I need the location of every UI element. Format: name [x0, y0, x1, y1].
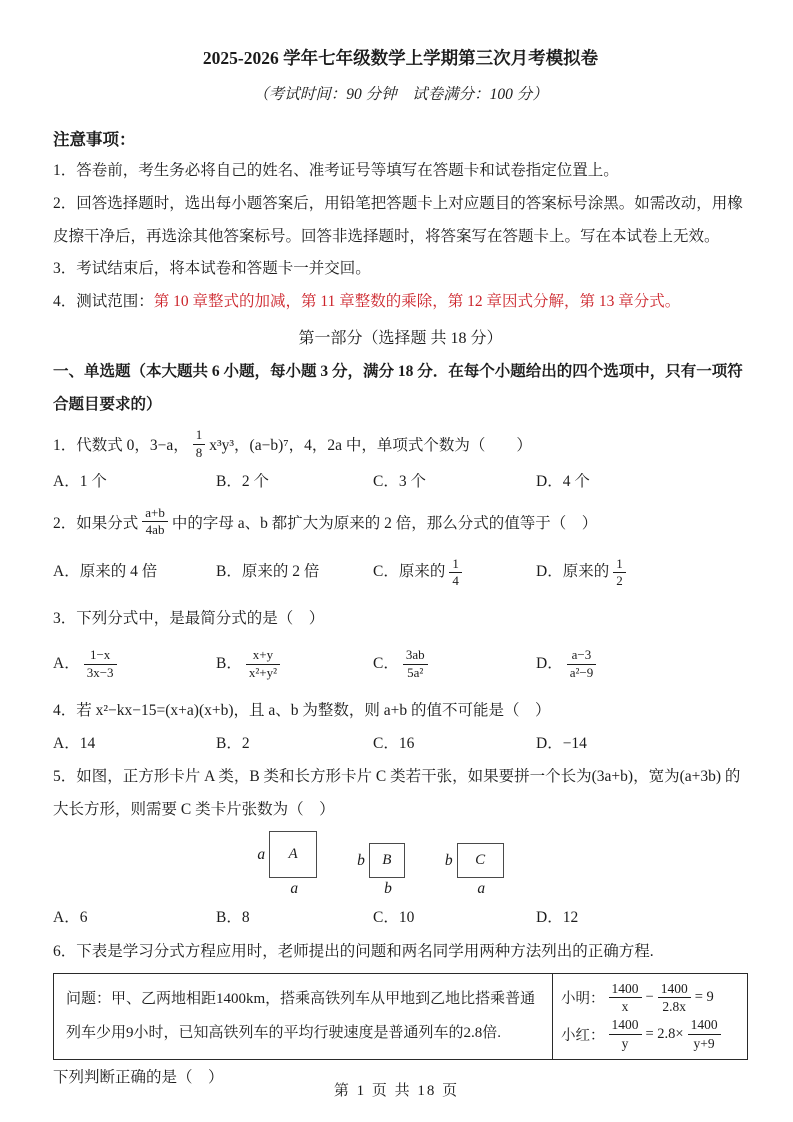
option-3b-fraction: $\frac{x+y}{\text{x²+y²}}$: [246, 647, 280, 682]
option-3c-fraction: $\frac{3ab}{\text{5a²}}$: [403, 647, 428, 682]
option-3d-fraction: $\frac{a-3}{\text{a²−9}}$: [567, 647, 597, 682]
question-5-figure: [53, 831, 708, 900]
option-1b: B．2 个: [216, 473, 269, 491]
xiaoming-fraction-2: $\frac{1400}{2.8x}$: [658, 980, 691, 1016]
option-2a: A．原来的 4 倍: [53, 563, 158, 581]
option-2d-fraction: $\frac{1}{2}$: [613, 556, 626, 591]
notice-item-4-prefix: 4．测试范围：: [53, 293, 154, 311]
option-2d: D．原来的 $\frac{1}{2}$: [536, 556, 748, 591]
xiaohong-fraction-1: $\frac{1400}{y}$: [609, 1016, 642, 1052]
notice-item-4: [53, 286, 748, 319]
question-5-options: [53, 902, 748, 935]
section-1-intro: 一、单选题（本大题共 6 小题，每小题 3 分，满分 18 分．在每个小题给出的四个选项中，只有一项符合题目要求的）: [53, 363, 743, 414]
option-4c: C．16: [373, 734, 415, 752]
notice-heading: 注意事项：: [53, 129, 136, 149]
option-1a: A．1 个: [53, 473, 107, 491]
option-4b: B．2: [216, 734, 250, 752]
question-5: 5．如图，正方形卡片 A 类，B 类和长方形卡片 C 类若干张，如果要拼一个长为(3a+b)，宽为(a+3b) 的大长方形，则需要 C 类卡片张数为（ ）: [53, 768, 741, 819]
xiaohong-equals: = 2.8×: [645, 1025, 684, 1042]
xiaohong-equation: [561, 1016, 743, 1052]
option-4d: D．−14: [536, 734, 587, 752]
question-1-options: [53, 466, 748, 499]
page-title: 2025-2026 学年七年级数学上学期第三次月考模拟卷: [202, 48, 599, 68]
notice-item-3: 3．考试结束后，将本试卷和答题卡一并交回。: [53, 260, 371, 278]
question-6-outro: 下列判断正确的是（ ）: [53, 1068, 224, 1086]
option-2c-fraction: $\frac{1}{4}$: [449, 556, 462, 591]
card-b-bottom-label: b: [384, 880, 392, 898]
notice-item-4-test-scope: 第 10 章整式的加减，第 11 章整数的乘除，第 12 章因式分解，第 13 章分式。: [153, 293, 681, 311]
question-4-options: [53, 728, 748, 761]
option-4a: A．14: [53, 734, 96, 752]
option-5d: D．12: [536, 908, 579, 926]
notice-item-2: 2．回答选择题时，选出每小题答案后，用铅笔把答题卡上对应题目的答案标号涂黑。如需改动，用橡皮擦干净后，再选涂其他答案标号。回答非选择题时，将答案写在答题卡上。写在本试卷上无效。: [53, 194, 743, 245]
option-3c: C． $\frac{3ab}{\text{5a²}}$: [373, 647, 536, 682]
option-1d: D．4 个: [536, 473, 590, 491]
option-1c: C．3 个: [373, 473, 426, 491]
question-1-text-post: x³y³，(a−b)⁷，4，2a 中，单项式个数为（ ）: [209, 437, 532, 455]
question-4: 4．若 x²−kx−15=(x+a)(x+b)，且 a、b 为整数，则 a+b 的值不可能是（ ）: [53, 701, 551, 719]
question-3: 3．下列分式中，是最简分式的是（ ）: [53, 609, 325, 627]
option-3d: D． $\frac{a-3}{\text{a²−9}}$: [536, 647, 748, 682]
option-5b: B．8: [216, 908, 250, 926]
option-3a: A． $\frac{1-x}{3x-3}$: [53, 647, 216, 682]
question-6-problem: 问题：甲、乙两地相距1400km，搭乘高铁列车从甲地到乙地比搭乘普通列车少用9小时，已知高铁列车的平均行驶速度是普通列车的2.8倍.: [54, 974, 553, 1059]
xiaohong-label: 小红：: [561, 1027, 605, 1044]
xiaoming-equation: [561, 980, 743, 1016]
question-6-equations: [553, 974, 747, 1059]
card-c: [445, 843, 504, 900]
option-2b: B．原来的 2 倍: [216, 563, 320, 581]
option-2c: C．原来的 $\frac{1}{4}$: [373, 556, 536, 591]
card-a: [257, 831, 317, 900]
xiaoming-minus-sign: −: [645, 989, 654, 1006]
question-2-options: [53, 544, 748, 602]
page-subtitle: （考试时间：90 分钟 试卷满分：100 分）: [253, 85, 548, 103]
section-1-heading: 第一部分（选择题 共 18 分）: [298, 330, 503, 348]
card-a-box: A: [269, 831, 317, 878]
xiaoming-fraction-1: $\frac{1400}{x}$: [609, 980, 642, 1016]
option-5a: A．6: [53, 908, 88, 926]
xiaoming-equals: = 9: [694, 989, 714, 1006]
question-6-table: [53, 973, 748, 1060]
question-2: [53, 500, 748, 544]
question-1: [53, 422, 748, 466]
xiaoming-label: 小明：: [561, 991, 605, 1008]
card-c-box: C: [457, 843, 504, 878]
question-3-options: [53, 636, 748, 694]
question-2-fraction: $\frac{a+b}{4ab}$: [142, 505, 168, 540]
card-a-left-label: a: [257, 845, 266, 863]
card-b: [357, 843, 405, 900]
question-2-text-post: 中的字母 a、b 都扩大为原来的 2 倍，那么分式的值等于（ ）: [171, 514, 598, 532]
question-1-text-pre: 1．代数式 0，3−a，: [53, 437, 189, 455]
card-c-bottom-label: a: [477, 880, 486, 898]
page-footer: 第 1 页 共 18 页: [333, 1083, 460, 1099]
option-5c: C．10: [373, 908, 415, 926]
option-3a-fraction: $\frac{1-x}{3x-3}$: [84, 647, 117, 682]
card-c-left-label: b: [444, 851, 453, 869]
card-b-box: B: [369, 843, 405, 878]
question-6: 6．下表是学习分式方程应用时，老师提出的问题和两名同学用两种方法列出的正确方程.: [53, 942, 654, 960]
card-b-left-label: b: [357, 851, 365, 869]
question-2-text-pre: 2．如果分式: [53, 514, 139, 532]
question-1-fraction: $\frac{1}{8}$: [193, 427, 206, 462]
option-3b: B． $\frac{x+y}{\text{x²+y²}}$: [216, 647, 373, 682]
notice-item-1: 1．答卷前，考生务必将自己的姓名、准考证号等填写在答题卡和试卷指定位置上。: [53, 161, 619, 179]
card-a-bottom-label: a: [290, 880, 299, 898]
xiaohong-fraction-2: $\frac{1400}{y+9}$: [688, 1016, 721, 1052]
